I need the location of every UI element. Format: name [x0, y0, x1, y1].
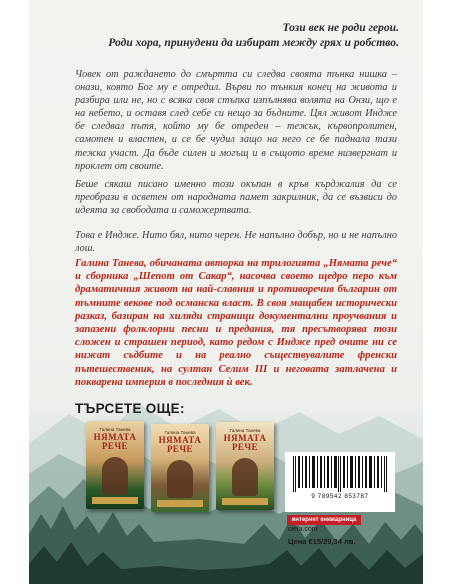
- book-back-cover: [29, 0, 423, 584]
- paragraph-protector: Беше сякаш писано именно този окъпан в кръв кърджалия да се преобрази в осветен от народната памет закрилник, да се възвиси до идеята за свободата и саможертвата.: [75, 179, 397, 217]
- book-cover-1: [86, 421, 144, 509]
- tagline-line-2: Роди хора, принудени да избират между грях и робство.: [108, 36, 399, 49]
- book-figure: [167, 460, 193, 498]
- publisher-site: ciela.com: [288, 526, 318, 533]
- barcode-bars: [291, 456, 389, 492]
- book-cover-2: [151, 424, 209, 512]
- book-author: Галина Танева: [229, 428, 261, 433]
- book-band: [157, 500, 203, 507]
- book-figure: [102, 457, 128, 495]
- tagline: [69, 20, 399, 50]
- book-band: [222, 498, 268, 505]
- book-title: НЯМАТА РЕЧЕ: [93, 432, 137, 451]
- book-figure: [232, 458, 258, 496]
- store-label: интернет книжарница: [287, 515, 361, 525]
- isbn-number: 9 789542 853787: [311, 493, 369, 500]
- book-cover-3: [216, 422, 274, 510]
- tagline-line-1: Този век не роди герои.: [282, 21, 399, 34]
- paragraph-inzhe-thread: Човек от раждането до смъртта си следва своята тънка нишка – онази, която Бог му е отредил. Върви по тънкия конец на живота и разбира или не, но с всяка своя стъпка изпълнява волята на Онзи, що е на небето, и оставя след себе си нещо за бъдните. Цял живот Индже бе следвал пътя, който му бе отреден – тежък, кървопролитен, самотен и властен, и се бе чудил защо на него се бе паднала тази тежка участ. Да бъде силен и могъщ и в същото време низвергнат и проклет от своите.: [75, 69, 397, 172]
- barcode: [285, 452, 395, 512]
- paragraph-neither-white-nor-black: Това е Индже. Нито бял, нито черен. Не напълно добър, но и не напълно лош.: [75, 230, 397, 255]
- paragraph-author-blurb: Галина Танева, обичаната авторка на трилогията „Нямата рече“ и сборника „Шепот от Сакар“, насочва своето щедро перо към драматичния живот на най-славния и противоречив българин от тъмните векове под османска власт. В своя мащабен исторически разказ, базиран на хиляди страници документални проучвания и запазени фолклорни песни и предания, тя пресътворява този сложен и страшен период, като редом с Индже пред очите ни се нижат съдбите и на реално съществувалите френски пътешественик, на султан Селим III и неговата затлачена и покварена империя в последния ѝ век.: [75, 258, 397, 388]
- book-author: Галина Танева: [99, 427, 131, 432]
- book-title: НЯМАТА РЕЧЕ: [223, 433, 267, 452]
- price-label: Цена €15/29,34 лв.: [288, 537, 356, 546]
- book-band: [92, 497, 138, 504]
- book-author: Галина Танева: [164, 430, 196, 435]
- more-books-heading: ТЪРСЕТЕ ОЩЕ:: [75, 401, 185, 416]
- book-title: НЯМАТА РЕЧЕ: [158, 435, 202, 454]
